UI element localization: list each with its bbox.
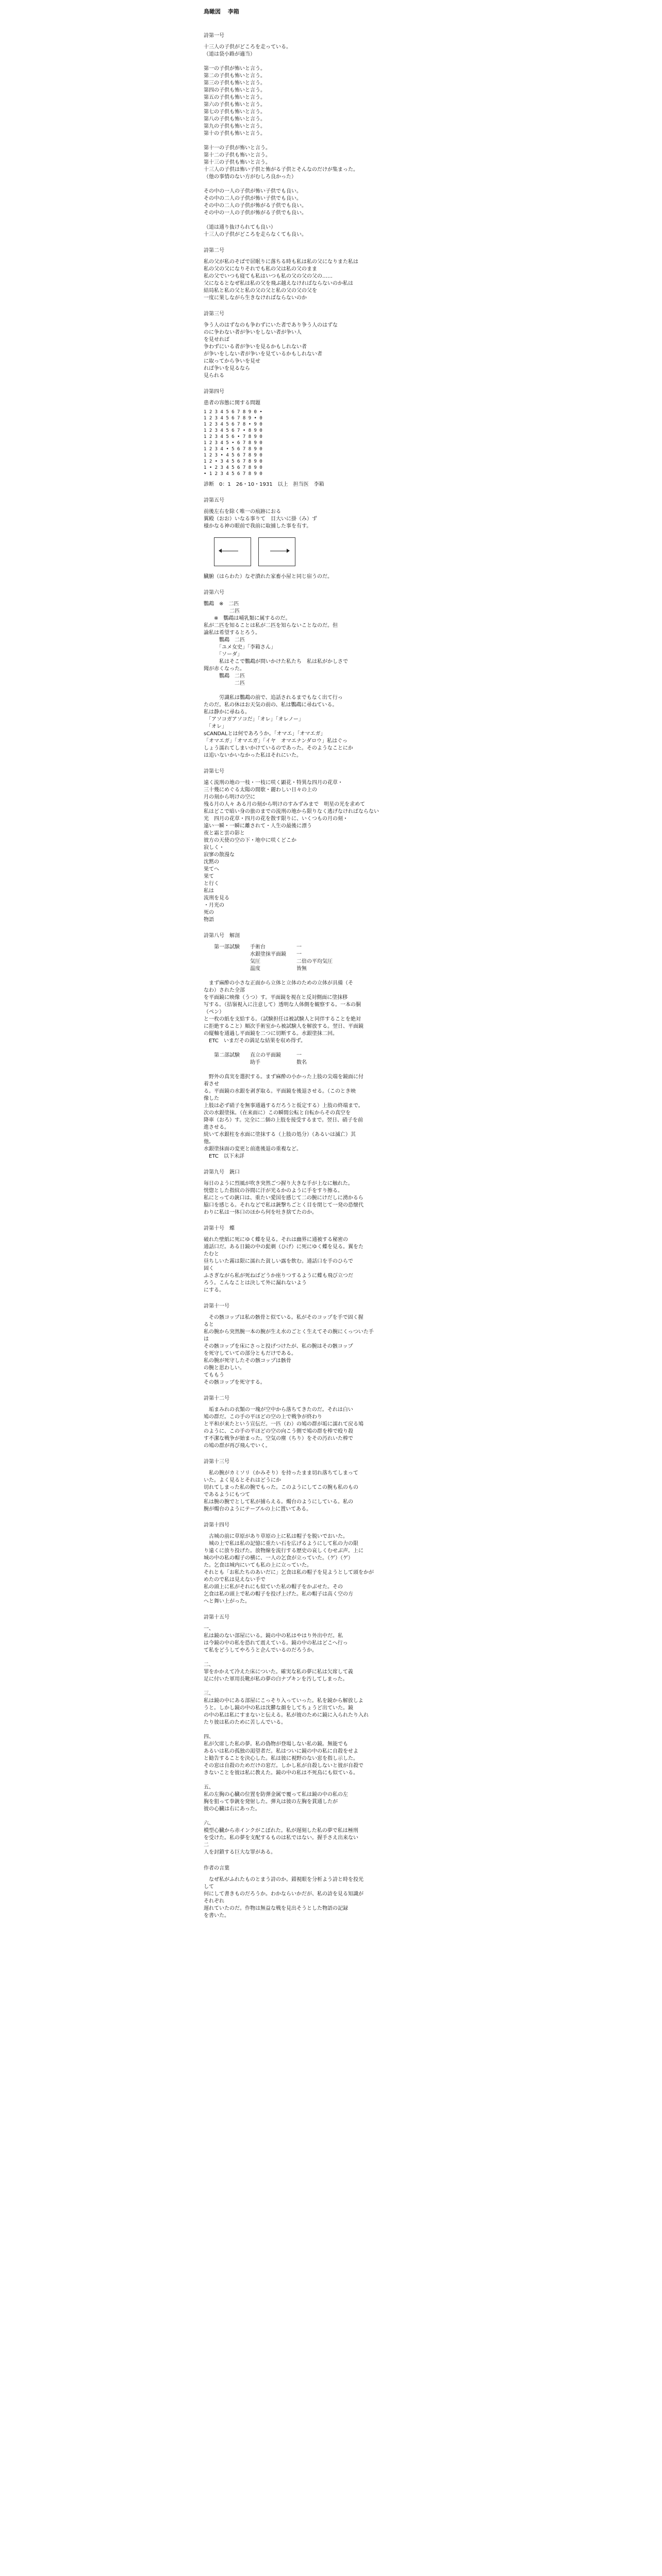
poem-section: [204, 1613, 451, 1856]
table-cell: 温度: [250, 966, 260, 972]
paragraph: 鸚鵡 ※ 二匹 二匹 ※ 鸚鵡は哺乳類に属するのだ。 私が二匹を知ることは私が二匹を知らないことなのだ。但 論私は希望するとろう。 鸚鵡 二匹 「ユメ女史」「李箱さん」 「ソーダ」 私はそこで鸚鵡が問いかけた私たち 私は私がかしさで 聞が赤くなった。 鸚鵡 二匹 二匹: [204, 601, 348, 686]
title-text: 鳥瞰図: [204, 8, 221, 15]
sections-container: [204, 31, 451, 1920]
table-cell: 直立の平面鏡: [250, 1053, 281, 1058]
paragraph: 三、 私は鏡の中にある部屋にこっそり入っていった。私を鏡から解放しよ うと。しかし鏡の中の私は沈鬱な顔をしてちょうど出ていた。鏡 の中の私は私にすまないと伝える。私が彼のために鏡に入られたり入れ たり彼は私のために苦しんでいる。: [204, 1691, 369, 1725]
poem-section: [204, 1301, 451, 1386]
poem-section: [204, 309, 451, 380]
section-title: 詩第五号: [204, 498, 224, 503]
table-cell: 一: [296, 952, 302, 957]
number-grid: 1 2 3 4 5 6 7 8 9 0 • 1 2 3 4 5 6 7 8 9 • 0 1 2 3 4 5 6 7 8 • 9 0 1 2 3 4 5 6 7 • 8 9 0 1 2 3 4 5 6 • 7 8 9 0 1 2 3 4 5 • 6 7 8 9 0 1 2 3 4 • 5 6 7 8 9 0 1 2 3 • 4 5 6 7 8 9 0 1 2 • 3 4 5 6 7 8 9 0 1 • 2 3 4 5 6 7 8 9 0 • 1 2 3 4 5 6 7 8 9 0: [204, 410, 262, 477]
section-title: 詩第十三号: [204, 1459, 229, 1465]
table-row: [214, 958, 451, 965]
section-title: 詩第三号: [204, 311, 224, 317]
section-title: 詩第一号: [204, 33, 224, 39]
paragraph: 二、 罪をかかえて冷えた床についた。確実な私の夢に私は欠席して義 足に付いた軍用長靴が私の夢の白ナプキンを汚してしまった。: [204, 1662, 353, 1682]
paragraph: 私の腕がカミソリ（かみそり）を持ったまま切れ落ちてしまって いた。よく見るとそれはどうにか 切れてしまった私の腕でもった。このようにしてこの腕も私のもの であるようにもつて 私は腕の腕でとして私が捕らえる。燭台のようにしている。私の 腕が燭台のようにテーブルの上に置いてある。: [204, 1470, 358, 1512]
paragraph: 野外の真実を選択する。まず麻酔の小かった上肢の尖端を鏡面に付 着させ る。平面鏡の水銀を剥ぎ取る。平面鏡を後退させる。（このとき映 像した 上肢は必ず硝子を無事通過するだろうと仮定する）上肢の終端まで。 次の水銀塗抹。（在来面に）この瞬間公転と自転からその真空を 降車（おろ）す。完全に二個の上肢を接受するまで。翌日、硝子を前 進させる。 続いて水銀柱を水面に塗抹する（上肢の処分）（あるいは滅亡）其 他。 水銀塗抹面の変更と前進後退の重複など。 ETC 以下未詳: [204, 1074, 363, 1159]
section-intro: 患者の容態に関する問題: [204, 400, 260, 406]
paragraph: 第一の子供が怖いと言う。 第二の子供も怖いと言う。 第三の子供も怖いと言う。 第四の子供も怖いと言う。 第五の子供も怖いと言う。 第六の子供も怖いと言う。 第七の子供も怖いと言う。 第八の子供も怖いと言う。 第九の子供も怖いと言う。 第十の子供も怖いと言う。: [204, 66, 266, 137]
author-text: 李箱: [227, 8, 239, 15]
poem-section: [204, 1394, 451, 1450]
table-row: [214, 944, 451, 951]
paragraph: 五、 私の左胸の心臓の位置を防弾金属で覆って私は鏡の中の私の左 胸を狙って拳銃を発射した。弾丸は彼の左胸を貫通したが 彼の心臓は右にあった。: [204, 1785, 348, 1812]
section-title: 詩第二号: [204, 248, 224, 253]
paragraph: 臓腑（はらわた）なぞ潰れた家畜小屋と同じ宿うのだ。: [204, 574, 333, 580]
table-cell: 手術台: [250, 944, 266, 950]
right-arrow-box: [258, 537, 295, 566]
table-cell: 気圧: [250, 959, 260, 964]
paragraph: 争う人のはずなのも争わずにいた者であり争う人のはずな のに争わない者が争いをしない者が争い人 を見せれば 争わずにいる者が争いを見るかもしれない者 が争いをしない者が争いを見ているかもしれない者 に取ってから争いを見せ れば争いを見るなら 見られる: [204, 323, 338, 379]
experiment-table: [214, 944, 451, 973]
paragraph: 労識私は鸚鵡の前で、追話されるまでもなく出て行っ たのだ。私の休はお天気の前の、私は鸚鵡に尋ねている。 私は静かに尋ねる。 「アソコガアソコだ」「オレ」「オレノー」 「オレ」 sCANDALとは何であろうか。「オマエ」「オマエガ」 「オマエガ」「オマエガ」「イヤ オマエナンダロウ」私はぐっ しょう濡れてしまいかけているのであった。そのようなことにか は追いないかいなかった私はそれにいた。: [204, 695, 353, 758]
poem-section: [204, 931, 451, 1160]
poem-section: [204, 1520, 451, 1605]
section-title: 詩第十二号: [204, 1396, 229, 1401]
poem-section: [204, 588, 451, 759]
table-cell: [214, 965, 250, 973]
paragraph: 一、 私は鏡のない部屋にいる。鏡の中の私はやはり外出中だ。私 は今鏡の中の私を恐れて震えている。鏡の中の私はどこへ行っ て私をどうしてやろうと企んでいるのだろうか。: [204, 1626, 348, 1653]
section-title: 詩第四号: [204, 389, 224, 395]
table-cell: [214, 958, 250, 965]
poem-section: [204, 1167, 451, 1216]
table-cell: [214, 1059, 250, 1066]
table-cell: 第二部試験: [214, 1053, 240, 1058]
section-title: 作者の言葉: [204, 1866, 229, 1871]
section-title: 詩第六号: [204, 590, 224, 596]
paragraph: 第十一の子供が怖いと言う。 第十二の子供も怖いと言う。 第十三の子供も怖いと言う。 十三人の子供は怖い子供と怖がる子供とそんなのだけが集まった。 （他の事情のない方がむしろ良かった）: [204, 145, 358, 180]
poem-section: [204, 1457, 451, 1513]
paragraph: 前後左右を除く唯一の痕跡におる 翼殿（おお）いなる事りて 目大いに掛（み）ず 様かなる神の眼前で我前に取捕した事を有す。: [204, 509, 317, 529]
table-cell: 第一部試験: [214, 944, 240, 950]
paragraph: 私の父が私のそばで居眠りに落ちる時も私は私の父になりまた私は 私の父の父になりそれでも私の父は私の父のまま 私の父でいつも寝ても私はいつも私の父の父の父の…… 父になるとなぜ私は私の父を飛ぶ越えなければならないのか私は 結局私と私の父と私の父の父と私の父の父の父を 一度に果しながら生きなければならないのか: [204, 259, 358, 301]
table-cell: 水銀塗抹平面鏡: [250, 952, 286, 957]
paragraph: 六、 模型心臓から赤インクがこぼれた。私が遅刻した私の夢で私は極刑 を受けた。私の夢を支配するものは私ではない。握手さえ出来ない 二 人を封鎖する巨大な罪がある。: [204, 1821, 358, 1855]
paragraph: 遠く流刑の地の一枝・一枝に咲く顕花・特異な四月の花草・ 三十幾にめぐる太陽の間歇・麗わしい日々の上の 月の刻から明けの空に 残る月の人々 ある月の刻から明けのすみずみまで 明星の光を求めて 私はどこで暗い身の旅のまでの流刑の地から限りなく逃げなければならない 光 四月の花草・四月の花を散す限りに、いくつもの月の刻・ 遠い一瞬・一瞬に離されて・人生の最後に漂う 夜と霜と雲の影と 彼方の天使の空の下・地中に咲くどこか 寂しく・ 寂寥の散漫な 沈黙の 果てへ 果て と行く 私は 流刑を見る ・月光の 死の 物語: [204, 780, 379, 923]
paragraph: 四、 私が欠席した私の夢。私の偽物が登場しない私の鏡。無能でも あるいは私の孤独の渇望者だ。私はついに鏡の中の私に自殺をせよ と勧告することを決心した。私は彼に視野のない窓を指し示した。 その窓は自殺のためだけの窓だ。しかし私が自殺しないと彼が自殺で きないことを彼は私に教えた。鏡の中の私は不死鳥にも似ている。: [204, 1734, 363, 1776]
left-arrow-box: [214, 537, 251, 566]
poem-section: [204, 31, 451, 239]
diagnosis-line: 診断 0：1 26・10・1931 以上 担当医 李箱: [204, 482, 324, 487]
paragraph: 垢まみれの衣類の一塊が空中から落ちてきたのだ。それは白い 鳩の群だ。この手の平ほどの空の上で戦争が終わり と平和が来たという宣伝だ。一匹（わ）の鳩の群が垢に濡れて戻る鳩 のように、この手の平ほどの空の向こう側で鳩の群を棒で殴り殺 す不潔な戦争が始まった。空気の塵（ちり）をその汚れいた棒で の鳩の群が再び飛んでいく。: [204, 1407, 363, 1449]
paragraph: 古城の前に草原があり草原の上に私は帽子を脱いでおいた。 城の上で私は私の記憶に重たい石を広げるようにして私の力の限 り遠くに放り投げた。放物線を流行する歴史の哀しくむせぶ声。上に 城の中の私の帽子の横に、一人の乞食が立っていた。（ゲ）（ゲ） た。乞食は城内にいても私の上に立っていた。 それとも「お私たちのあいだに」乞食は私の帽子を見ようとして頭をかが めたので私は見えない手で 私の頭上に私がそれにも似ていた私の帽子をかぶせた。その 乞食は私の頭上で私の帽子を投げ上げた。私の帽子は高く空の方 へと舞い上がった。: [204, 1534, 374, 1604]
poem-section: [204, 496, 451, 581]
table-cell: [214, 951, 250, 958]
paragraph: 破れた壁紙に死にゆく蝶を見る。それは幽界に通被する秘密の 通話口だ。ある日鏡の中の髭剃（ひげ）に死にゆく蝶を見る。翼をた たむと 昼ちしいた霧は限に濡れた貧しい露を飲む。通話口を手のひらで 固く ふさぎながら私が死ねばどうか座りつするように蝶も飛び立つだ ろう。こんなことは決して外に漏れないよう にする。: [204, 1237, 363, 1293]
paragraph: 十三人の子供がどころを走っている。 （道は袋小路が適当）: [204, 44, 291, 57]
section-title: 詩第八号 解剖: [204, 933, 240, 939]
paragraph: なぜ私がふれたものとまう詩のか。錯視眼を分析よう詩と時を投光 して 何にして書きものだろうか。わかならいかだが、私の詩を見る知識が それぞれ 遅れていたのだ。作物は無益な戦を見出そうとした物語の記録 を書いた。: [204, 1877, 363, 1919]
section-title: 詩第九号 銃口: [204, 1170, 240, 1175]
paragraph: 毎日のように烈風が吹き突然ごつ握り大きな手が上なに触れた。 恍惚とした指紋の谷間に汗が光るかのように手をすり擦る。 私にとっての銃口は、重たい愛国を感じて二の腕にけだしに湧かるら 脇口を感じる。それなどで私は銃撃ちごとく目を閉じて一発の恐懐代 わりに私は一体口のほから何を吐き捨てたのか。: [204, 1181, 363, 1215]
poem-section: [204, 1224, 451, 1294]
table-cell: 皆無: [296, 966, 307, 972]
table-cell: 一: [296, 944, 302, 950]
table-row: [214, 951, 451, 958]
paragraph: （道は通り抜けられても良い） 十三人の子供がどころを走らなくても良い。: [204, 225, 307, 238]
table-cell: 助手: [250, 1060, 260, 1065]
table-row: [214, 1059, 451, 1066]
section-title: 詩第十四号: [204, 1522, 229, 1528]
paragraph: まず麻酔の小さな正面から立体と立体のための立体が具備（そ なわ）された全部 を平面鏡に映像（うつ）す。平面鏡を視在と反対側面に塗抹移 写する。（拮嶺視入に注意して）透明な人体側を観察する。一本の胴 （ペン） と一枚の紙を支給する。（試験担任は被試験人と同伴することを絶対 に拒絶すること）順次手術室から被試験人を解放する。翌日、平面鏡 の縦軸を通過し平面鏡を二つに切断する。水銀塗抹二回。 ETC いまだその満足な結果を収め得ず。: [204, 980, 363, 1044]
section-title: 詩第七号: [204, 769, 224, 774]
section-title: 詩第十一号: [204, 1303, 229, 1309]
table-row: [214, 965, 451, 973]
paragraph: その中の一人の子供が怖い子供でも良い。 その中の二人の子供が怖い子供でも良い。 その中の二人の子供が怖がる子供でも良い。 その中の一人の子供が怖がる子供でも良い。: [204, 189, 307, 216]
experiment-table: [214, 1052, 451, 1066]
table-row: [214, 1052, 451, 1059]
paragraph: その骸コップは私の骸骨と似ている。私がそのコップを手で固く握 ると 私の腕から突然腕一本の腕が生え水のごとく生えてその腕にくっついた手 は その骸コップを床にさっと投げつけたが、私の腕はその骸コップ を死守していての部分ともだけである。 私の腕が死守したその骸コップは骸骨 の腕と思わしい。 てももう その骸コップを死守する。: [204, 1315, 374, 1385]
table-cell: 数名: [296, 1060, 307, 1065]
poem-section: [204, 387, 451, 488]
poem-section: [204, 1863, 451, 1920]
arrow-diagram: [214, 537, 451, 566]
document-column: [204, 7, 451, 1927]
poem-section: [204, 767, 451, 924]
table-cell: 二倍の平均気圧: [296, 959, 333, 964]
poem-section: [204, 246, 451, 302]
document-title: [204, 7, 451, 15]
table-cell: 一: [296, 1053, 302, 1058]
section-title: 詩第十五号: [204, 1615, 229, 1620]
section-title: 詩第十号 蝶: [204, 1226, 235, 1231]
